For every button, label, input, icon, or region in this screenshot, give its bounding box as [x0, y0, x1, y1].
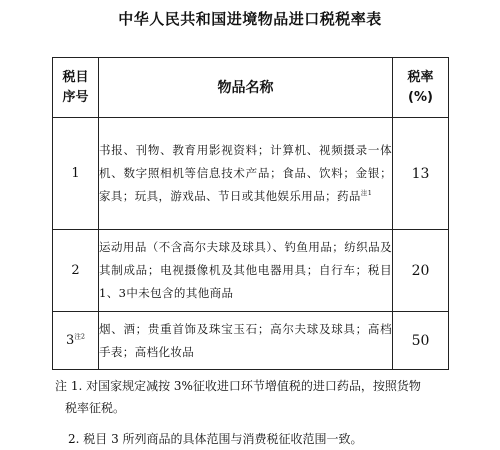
- footnote-ref: 注1: [360, 189, 373, 198]
- row-rate: 13: [411, 165, 430, 182]
- row-items-text: 运动用品（不含高尔夫球及球具）、钓鱼用品；纺织品及其制成品；电视摄像机及其他电器用具；自行车；税目1、3中未包含的其他商品: [99, 240, 392, 300]
- row-rate: 20: [411, 262, 430, 279]
- header-item-number-line1: 税目: [62, 69, 89, 85]
- row-number: 2: [71, 263, 80, 278]
- row-number-cell: [53, 312, 99, 370]
- row-number-cell: [53, 230, 99, 312]
- header-tax-rate-line2: (%): [408, 89, 433, 105]
- row-items-cell: [99, 312, 393, 370]
- header-tax-rate-line1: 税率: [407, 69, 434, 85]
- row-rate: 50: [411, 332, 430, 349]
- footnote-2: 2. 税目 3 所列商品的具体范围与消费税征收范围一致。: [68, 432, 363, 446]
- footnote-1-line1: 注 1. 对国家规定减按 3%征收进口环节增值税的进口药品，按照货物: [55, 379, 421, 393]
- row-items-cell: [99, 230, 393, 312]
- header-item-number-line2: 序号: [62, 89, 89, 105]
- footnote-1: [55, 375, 455, 419]
- row-rate-cell: [393, 312, 449, 370]
- row-number-cell: [53, 118, 99, 230]
- document-title: 中华人民共和国进境物品进口税税率表: [118, 10, 382, 28]
- row-number: 3: [66, 333, 75, 348]
- header-item-number: [53, 58, 99, 118]
- tariff-table: [52, 57, 449, 370]
- row-number: 1: [71, 166, 80, 181]
- header-tax-rate: [393, 58, 449, 118]
- footnote-ref: 注2: [74, 332, 85, 341]
- row-rate-cell: [393, 230, 449, 312]
- table-row: [53, 230, 449, 312]
- header-item-name: 物品名称: [99, 58, 393, 118]
- row-items-cell: [99, 118, 393, 230]
- table-header-row: [53, 58, 449, 118]
- row-items-text: 烟、酒；贵重首饰及珠宝玉石；高尔夫球及球具；高档手表；高档化妆品: [99, 321, 392, 359]
- row-rate-cell: [393, 118, 449, 230]
- footnote-1-line2: 税率征税。: [65, 401, 126, 415]
- row-items-text: 书报、刊物、教育用影视资料；计算机、视频摄录一体机、数字照相机等信息技术产品；食品、饮料；金银；家具；玩具，游戏品、节日或其他娱乐用品；药品: [99, 143, 392, 203]
- table-row: [53, 118, 449, 230]
- table-row: [53, 312, 449, 370]
